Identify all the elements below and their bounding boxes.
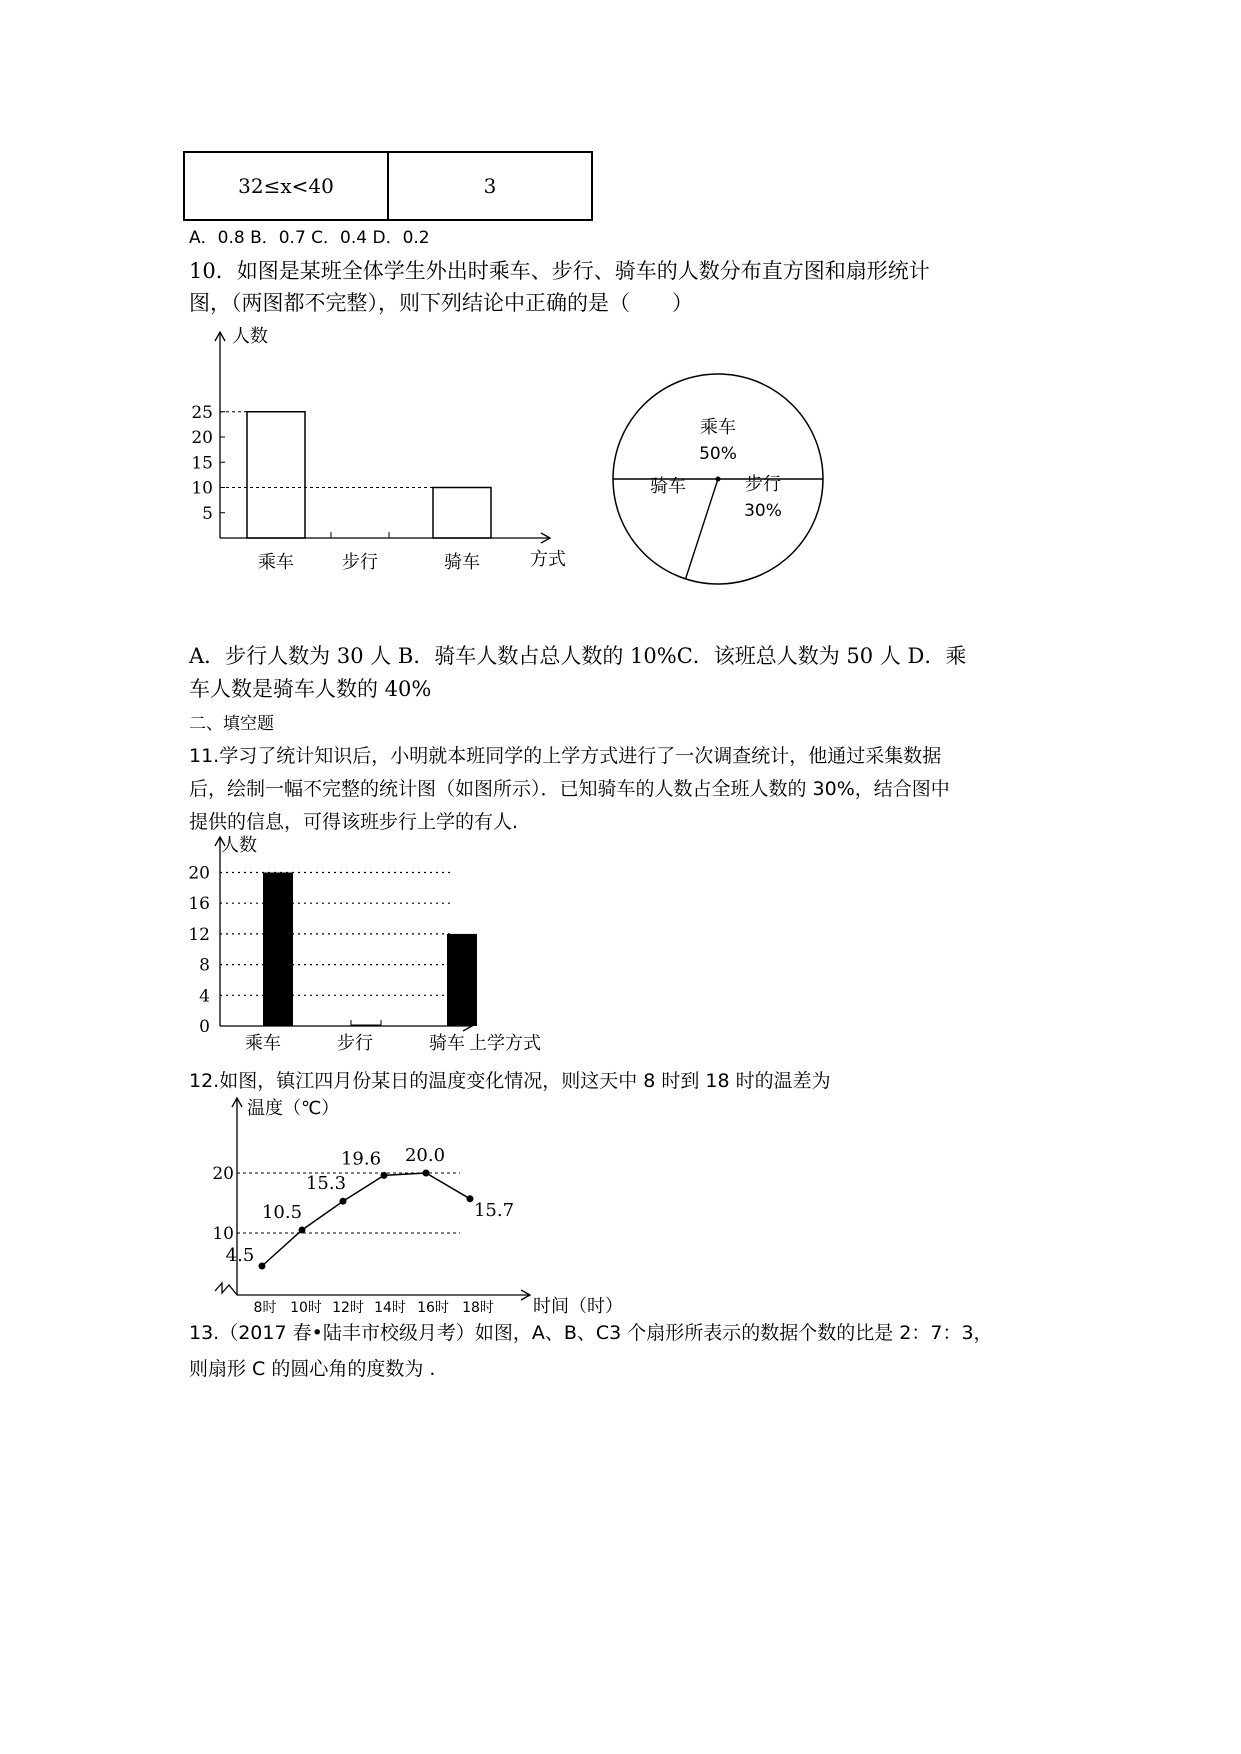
x-axis-label: 方式	[530, 549, 566, 570]
x-axis-label: 上学方式	[469, 1033, 541, 1054]
data-point	[259, 1263, 266, 1270]
pie-slice-boundary	[686, 479, 718, 579]
x-tick-label: 乘车	[245, 1033, 281, 1054]
q11-line3: 提供的信息，可得该班步行上学的有人.	[189, 811, 519, 833]
empty-bar-marker	[351, 1020, 381, 1025]
q10-line1: 10．如图是某班全体学生外出时乘车、步行、骑车的人数分布直方图和扇形统计	[189, 259, 930, 283]
x-tick-label: 10时	[290, 1300, 322, 1315]
pie-slice-percent: 50%	[699, 444, 737, 464]
data-point	[423, 1170, 430, 1177]
x-tick-label: 18时	[462, 1300, 494, 1315]
q10-options-line2: 车人数是骑车人数的 40%	[189, 677, 432, 701]
data-point	[299, 1227, 306, 1234]
pie-chart	[600, 370, 840, 595]
x-axis	[215, 1283, 530, 1295]
table-cell-count: 3	[388, 152, 592, 220]
q11-line2: 后，绘制一幅不完整的统计图（如图所示）．已知骑车的人数占全班人数的 30%，结合图中	[189, 778, 950, 800]
pie-slice-label: 步行	[745, 474, 781, 495]
x-tick-label: 骑车	[444, 552, 480, 573]
y-axis-label: 人数	[232, 326, 268, 347]
y-tick-label: 20	[188, 863, 210, 884]
y-tick-label: 16	[188, 894, 210, 915]
x-tick-label: 乘车	[258, 552, 294, 573]
y-tick-label: 12	[188, 924, 210, 945]
data-label: 15.3	[305, 1173, 347, 1195]
frequency-table	[183, 151, 593, 221]
y-axis-label: 温度（℃）	[247, 1098, 340, 1119]
data-label: 4.5	[225, 1245, 255, 1266]
x-tick-label: 步行	[342, 552, 378, 573]
pie-slice-percent: 30%	[744, 501, 782, 521]
x-tick-label: 14时	[374, 1300, 406, 1315]
q10-options-line1: A．步行人数为 30 人 B．骑车人数占总人数的 10%C．该班总人数为 50 人 D．乘	[189, 644, 967, 668]
q11-line1: 11.学习了统计知识后，小明就本班同学的上学方式进行了一次调查统计，他通过采集数据	[189, 745, 942, 767]
bar	[263, 873, 293, 1027]
pie-center-dot	[716, 477, 721, 482]
y-tick-label: 10	[191, 478, 213, 499]
data-point	[381, 1172, 388, 1179]
pie-slice-label: 乘车	[700, 417, 736, 438]
data-label: 20.0	[404, 1145, 446, 1166]
x-tick-label: 骑车	[429, 1033, 465, 1054]
histogram-bar	[247, 412, 305, 538]
q12-line1: 12.如图，镇江四月份某日的温度变化情况，则这天中 8 时到 18 时的温差为	[189, 1070, 831, 1092]
histogram-chart-1	[180, 320, 630, 650]
section-title: 二、填空题	[189, 714, 274, 734]
x-tick-label: 步行	[337, 1033, 373, 1054]
data-point	[340, 1198, 347, 1205]
bar-chart-2	[180, 833, 610, 1068]
table-cell-range: 32≤x<40	[184, 152, 388, 220]
data-point	[467, 1195, 474, 1202]
data-label: 10.5	[261, 1202, 303, 1223]
temperature-line-chart	[180, 1090, 650, 1315]
y-tick-label: 4	[199, 986, 210, 1007]
pie-slice-label: 骑车	[650, 476, 686, 497]
data-label: 15.7	[473, 1199, 515, 1221]
y-tick-label: 20	[191, 428, 213, 448]
q13-line2: 则扇形 C 的圆心角的度数为 .	[189, 1358, 436, 1380]
q13-line1: 13.（2017 春•陆丰市校级月考）如图，A、B、C3 个扇形所表示的数据个数的比是 2：7：3，	[189, 1322, 993, 1344]
y-tick-label: 10	[212, 1224, 234, 1244]
q9-options: A．0.8 B．0.7 C．0.4 D．0.2	[189, 228, 430, 248]
x-axis-label: 时间（时）	[533, 1296, 623, 1315]
y-tick-label: 20	[212, 1164, 234, 1184]
x-tick-label: 12时	[332, 1300, 364, 1315]
table-row	[184, 152, 592, 220]
histogram-bar	[433, 488, 491, 539]
y-axis-label: 人数	[221, 835, 257, 856]
y-tick-label: 0	[199, 1017, 210, 1037]
y-tick-label: 8	[199, 955, 210, 976]
y-tick-label: 5	[202, 503, 213, 524]
x-tick-label: 8时	[253, 1300, 277, 1315]
data-label: 19.6	[340, 1148, 382, 1170]
bar	[447, 934, 477, 1026]
q10-line2: 图，（两图都不完整），则下列结论中正确的是（ ）	[189, 291, 693, 315]
x-tick-label: 16时	[417, 1300, 449, 1315]
y-tick-label: 15	[191, 453, 213, 474]
y-tick-label: 25	[191, 402, 213, 423]
